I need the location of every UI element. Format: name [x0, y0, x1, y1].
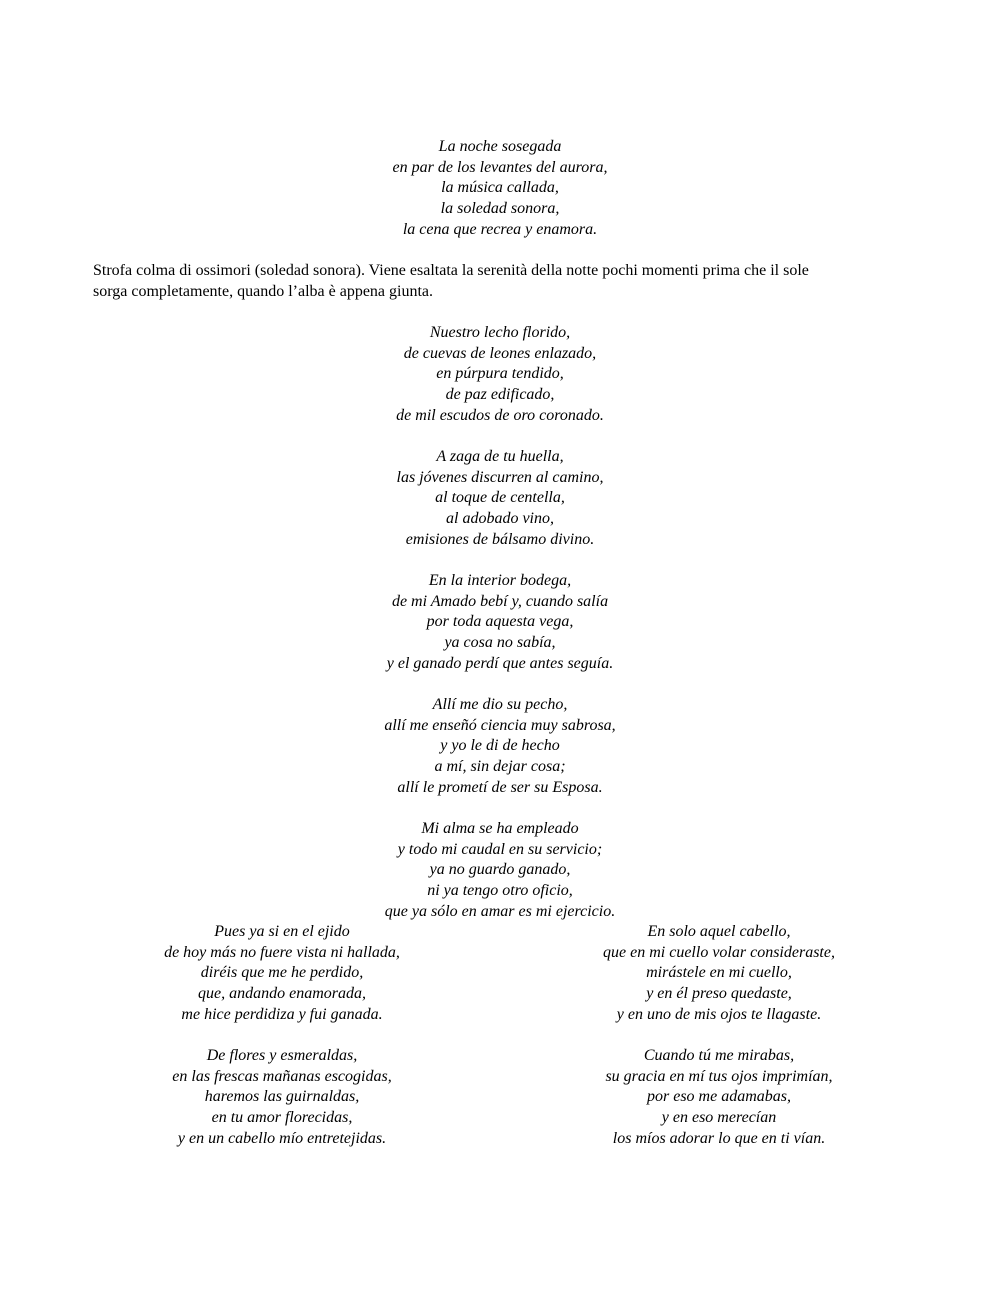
stanza-nuestro-lecho-florido [0, 323, 1000, 426]
verse-line: que ya sólo en amar es mi ejercicio. [384, 902, 616, 920]
verse-line: a mí, sin dejar cosa; [434, 758, 566, 776]
verse-line: de mi Amado bebí y, cuando salía [391, 592, 609, 610]
verse-line: la música callada, [441, 179, 559, 197]
verse-line: en par de los levantes del aurora, [392, 158, 608, 176]
verse-line: que, andando enamorada, [198, 985, 366, 1003]
verse-line: En solo aquel cabello, [647, 923, 791, 940]
verse-line: A zaga de tu huella, [436, 448, 564, 465]
stanza-a-zaga-de-tu-huella [0, 447, 1000, 550]
verse-line: de paz edificado, [445, 386, 555, 404]
verse-line: la soledad sonora, [440, 200, 560, 218]
verse-line: por toda aquesta vega, [426, 613, 574, 631]
commentary-paragraph [93, 261, 913, 302]
verse-line: de hoy más no fuere vista ni hallada, [164, 943, 400, 961]
verse-line: allí me enseñó ciencia muy sabrosa, [384, 716, 616, 734]
verse-line: y en uno de mis ojos te llagaste. [616, 1005, 822, 1023]
verse-line: Cuando tú me mirabas, [643, 1047, 795, 1064]
verse-line: las jóvenes discurren al camino, [396, 468, 604, 486]
stanza-pues-ya-si-en-el-ejido [82, 922, 482, 1025]
verse-line: y en eso merecían [661, 1109, 777, 1127]
verse-line: de cuevas de leones enlazado, [403, 344, 597, 362]
verse-line: que en mi cuello volar consideraste, [603, 943, 835, 961]
verse-line: Allí me dio su pecho, [432, 696, 568, 713]
verse-line: en las frescas mañanas escogidas, [172, 1067, 392, 1085]
verse-line: ya no guardo ganado, [429, 861, 571, 879]
commentary-line: sorga completamente, quando l’alba è appena giunta. [93, 282, 434, 300]
verse-line: Mi alma se ha empleado [421, 820, 579, 837]
stanza-de-flores-y-esmeraldas [82, 1046, 482, 1149]
stanza-mi-alma-se-ha-empleado [0, 819, 1000, 922]
verse-line: De flores y esmeraldas, [206, 1047, 358, 1064]
stanza-cuando-tu-me-mirabas [519, 1046, 919, 1149]
stanza-la-noche-sosegada [0, 137, 1000, 240]
verse-line: ya cosa no sabía, [444, 634, 556, 652]
verse-line: mirástele en mi cuello, [646, 964, 792, 982]
stanza-en-la-interior-bodega [0, 571, 1000, 674]
verse-line: de mil escudos de oro coronado. [396, 406, 604, 424]
stanza-alli-me-dio-su-pecho [0, 695, 1000, 798]
verse-line: Nuestro lecho florido, [429, 324, 571, 341]
verse-line: los míos adorar lo que en ti vían. [612, 1129, 826, 1147]
verse-line: al adobado vino, [446, 510, 554, 528]
verse-line: en púrpura tendido, [436, 365, 564, 383]
verse-line: y en él preso quedaste, [646, 985, 792, 1003]
verse-line: la cena que recrea y enamora. [402, 220, 598, 238]
verse-line: y en un cabello mío entretejidas. [177, 1129, 387, 1147]
verse-line: haremos las guirnaldas, [204, 1088, 360, 1106]
commentary-line: Strofa colma di ossimori (soledad sonora). Viene esaltata la serenità della notte pochi momenti prima che il sole [93, 262, 809, 279]
verse-line: allí le prometí de ser su Esposa. [397, 778, 603, 796]
verse-line: en tu amor florecidas, [211, 1109, 353, 1127]
verse-line: emisiones de bálsamo divino. [405, 530, 595, 548]
verse-line: En la interior bodega, [428, 572, 572, 589]
verse-line: y yo le di de hecho [440, 737, 560, 755]
verse-line: y todo mi caudal en su servicio; [397, 840, 603, 858]
verse-line: al toque de centella, [435, 489, 565, 507]
stanza-en-solo-aquel-cabello [519, 922, 919, 1025]
verse-line: La noche sosegada [438, 138, 562, 155]
verse-line: ni ya tengo otro oficio, [427, 882, 573, 900]
verse-line: diréis que me he perdido, [200, 964, 364, 982]
verse-line: Pues ya si en el ejido [214, 923, 350, 940]
verse-line: y el ganado perdí que antes seguía. [386, 654, 614, 672]
verse-line: por eso me adamabas, [647, 1088, 791, 1106]
verse-line: me hice perdidiza y fui ganada. [181, 1005, 383, 1023]
verse-line: su gracia en mí tus ojos imprimían, [605, 1067, 833, 1085]
